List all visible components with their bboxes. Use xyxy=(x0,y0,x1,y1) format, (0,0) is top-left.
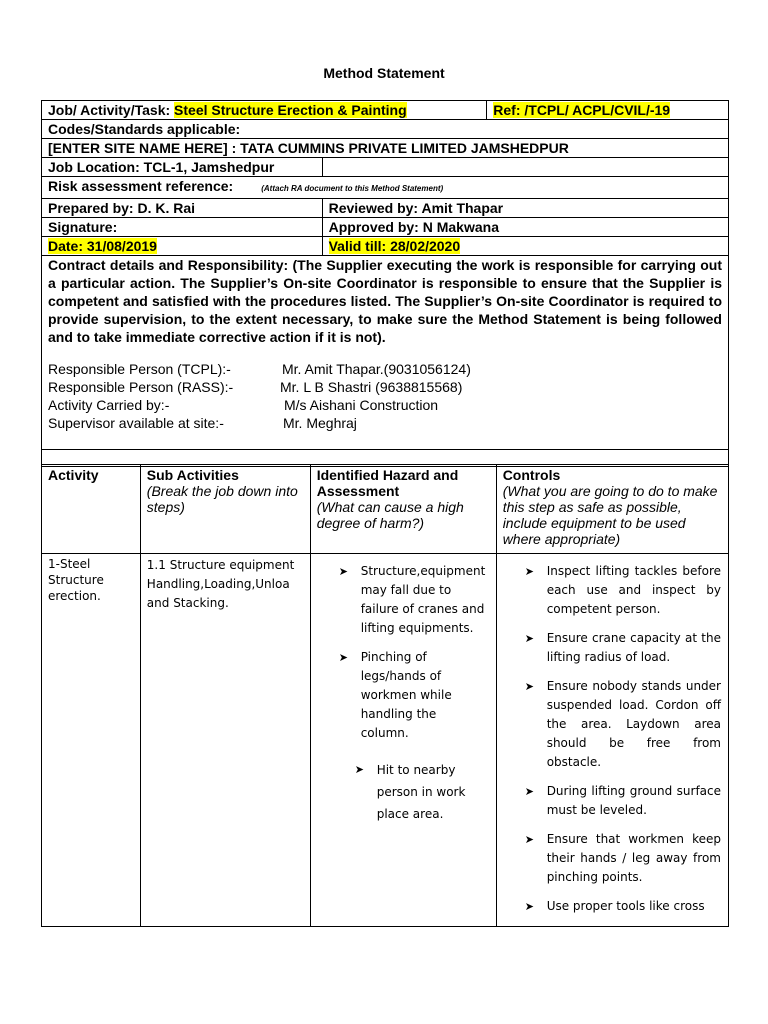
sub-activity-cell: 1.1 Structure equipment Handling,Loading,Unloa and Stacking. xyxy=(140,554,310,927)
control-item: ➤ Ensure that workmen keep their hands / leg away from pinching points. xyxy=(524,832,721,884)
hazard-cell xyxy=(310,554,496,927)
contract-cell xyxy=(42,256,729,450)
risk-label: Risk assessment reference: xyxy=(48,178,234,194)
responsible-persons xyxy=(48,360,722,432)
activity-header: Activity xyxy=(42,465,141,554)
control-item: ➤ Ensure crane capacity at the lifting radius of load. xyxy=(524,631,721,664)
arrow-bullet-icon: ➤ xyxy=(524,565,534,578)
hazard-item: ➤ Pinching of legs/hands of workmen while handling the column. xyxy=(338,650,452,740)
sub-activities-header: Sub Activities (Break the job down into steps) xyxy=(140,465,310,554)
codes-cell: Codes/Standards applicable: xyxy=(42,120,729,139)
job-cell xyxy=(42,101,487,120)
arrow-bullet-icon: ➤ xyxy=(338,651,348,664)
job-label: Job/ Activity/Task: xyxy=(48,102,175,118)
person-row: Responsible Person (RASS):- Mr. L B Shastri (9638815568) xyxy=(48,379,463,395)
header-table xyxy=(41,100,729,467)
approved-cell: Approved by: N Makwana xyxy=(322,218,728,237)
date-cell xyxy=(42,237,323,256)
valid-cell xyxy=(322,237,728,256)
job-value: Steel Structure Erection & Painting xyxy=(174,102,407,118)
arrow-bullet-icon: ➤ xyxy=(524,632,534,645)
hazard-list xyxy=(339,562,488,825)
person-row: Responsible Person (TCPL):- Mr. Amit Thapar.(9031056124) xyxy=(48,361,471,377)
signature-cell: Signature: xyxy=(42,218,323,237)
controls-header: Controls (What you are going to do to make this step as safe as possible, include equipment to be used where appropriate) xyxy=(496,465,728,554)
arrow-bullet-icon: ➤ xyxy=(524,833,534,846)
risk-cell xyxy=(42,177,729,199)
arrow-bullet-icon: ➤ xyxy=(354,763,364,776)
location-cell: Job Location: TCL-1, Jamshedpur xyxy=(42,158,323,177)
ref-value: Ref: /TCPL/ ACPL/CVIL/-19 xyxy=(493,102,671,118)
person-row: Supervisor available at site:- Mr. Meghraj xyxy=(48,415,357,431)
arrow-bullet-icon: ➤ xyxy=(524,900,534,913)
activity-cell: 1-Steel Structure erection. xyxy=(42,554,141,927)
arrow-bullet-icon: ➤ xyxy=(338,565,348,578)
reviewed-cell: Reviewed by: Amit Thapar xyxy=(322,199,728,218)
location-empty-cell xyxy=(322,158,728,177)
arrow-bullet-icon: ➤ xyxy=(524,785,534,798)
contract-text: Contract details and Responsibility: (The Supplier executing the work is responsible for carrying out a particular action. The Supplier’s On-site Coordinator is responsible to ensure that the Supplier is competent and satisfied with the procedures listed. The Supplier’s On-site Coordinator is required to provide supervision, to the extent necessary, to make sure the Method Statement is being followed and to take immediate corrective action if it is not). xyxy=(48,257,722,345)
risk-note: (Attach RA document to this Method Statement) xyxy=(261,184,444,193)
activity-table xyxy=(41,464,729,927)
control-item: ➤ Ensure nobody stands under suspended load. Cordon off the area. Laydown area should be free from obstacle. xyxy=(524,679,721,769)
controls-list xyxy=(525,562,721,916)
site-cell: [ENTER SITE NAME HERE] : TATA CUMMINS PRIVATE LIMITED JAMSHEDPUR xyxy=(42,139,729,158)
document-title: Method Statement xyxy=(323,65,445,81)
controls-cell xyxy=(496,554,728,927)
control-item: ➤ Inspect lifting tackles before each use and inspect by competent person. xyxy=(524,564,721,616)
arrow-bullet-icon: ➤ xyxy=(524,680,534,693)
control-item: ➤ Use proper tools like cross xyxy=(525,897,721,916)
hazard-item: ➤ Structure,equipment may fall due to failure of cranes and lifting equipments. xyxy=(338,564,486,635)
hazard-header: Identified Hazard and Assessment (What can cause a high degree of harm?) xyxy=(310,465,496,554)
date-value: Date: 31/08/2019 xyxy=(48,238,157,254)
prepared-cell: Prepared by: D. K. Rai xyxy=(42,199,323,218)
valid-value: Valid till: 28/02/2020 xyxy=(328,238,461,254)
ref-cell xyxy=(487,101,729,120)
person-row: Activity Carried by:- M/s Aishani Construction xyxy=(48,397,439,413)
hazard-item: ➤ Hit to nearby person in work place area. xyxy=(355,759,488,825)
control-item: ➤ During lifting ground surface must be leveled. xyxy=(524,784,721,817)
